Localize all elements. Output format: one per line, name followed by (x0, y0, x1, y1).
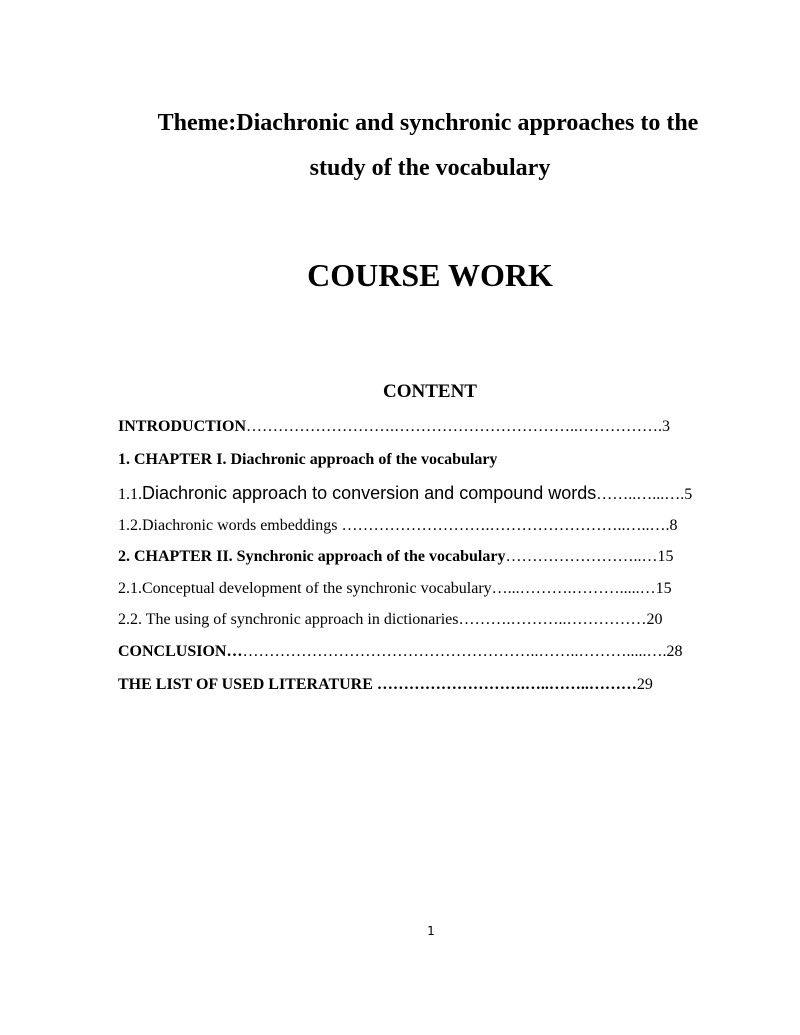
toc-entry-literature[interactable] (118, 675, 653, 695)
document-subtitle: COURSE WORK (307, 257, 553, 293)
toc-entry-label: 1.2.Diachronic words embeddings (118, 517, 342, 534)
toc-page-number: 3 (662, 418, 671, 435)
toc-entry-label: THE LIST OF USED LITERATURE (118, 676, 377, 693)
toc-entry-number: 1.1. (118, 486, 142, 503)
toc-entry-chapter-1[interactable] (118, 450, 497, 470)
toc-page-number: 15 (657, 548, 674, 565)
toc-leader-dots: ……………………….…..……..……… (376, 676, 637, 693)
toc-page-number: 15 (655, 580, 672, 597)
toc-page-number: 20 (646, 611, 663, 628)
toc-leader-dots: …...……….……….....… (491, 580, 656, 597)
toc-page-number: 8 (669, 517, 678, 534)
title-line-2: study of the vocabulary (309, 155, 551, 181)
toc-entry-introduction[interactable] (118, 417, 670, 437)
toc-leader-dots: ……..…...…. (596, 486, 685, 503)
toc-entry-2-1[interactable] (118, 579, 672, 599)
toc-entry-label: CONCLUSION… (118, 643, 243, 660)
toc-leader-dots: ………………………………………………..……..……….....…. (242, 643, 667, 660)
toc-entry-label: 1. CHAPTER I. Diachronic approach of the vocabulary (118, 451, 498, 468)
toc-entry-label: Diachronic approach to conversion and compound words (142, 483, 597, 503)
toc-leader-dots: ……….………..…………… (458, 611, 647, 628)
toc-entry-1-2[interactable] (118, 516, 678, 536)
toc-heading: CONTENT (383, 381, 477, 402)
toc-entry-label: 2.1.Conceptual development of the synchronic vocabulary (118, 580, 492, 597)
toc-page-number: 29 (636, 676, 653, 693)
toc-page-number: 5 (684, 486, 693, 503)
toc-entry-conclusion[interactable] (118, 642, 682, 662)
toc-leader-dots: ……………………….……………………………..……………. (246, 418, 663, 435)
toc-entry-label: INTRODUCTION (118, 418, 247, 435)
toc-leader-dots: ……………………….……………………..…..…. (341, 517, 670, 534)
toc-entry-1-1[interactable] (118, 481, 692, 507)
page-number: 1 (427, 924, 435, 938)
toc-entry-label: 2.2. The using of synchronic approach in dictionaries (118, 611, 459, 628)
title-line-1: Theme:Diachronic and synchronic approaches to the (157, 110, 699, 136)
toc-entry-chapter-2[interactable] (118, 547, 673, 567)
toc-page-number: 28 (666, 643, 683, 660)
toc-entry-label: 2. CHAPTER II. Synchronic approach of the vocabulary (118, 548, 506, 565)
toc-leader-dots: ……………………..… (505, 548, 658, 565)
toc-entry-2-2[interactable] (118, 610, 663, 630)
